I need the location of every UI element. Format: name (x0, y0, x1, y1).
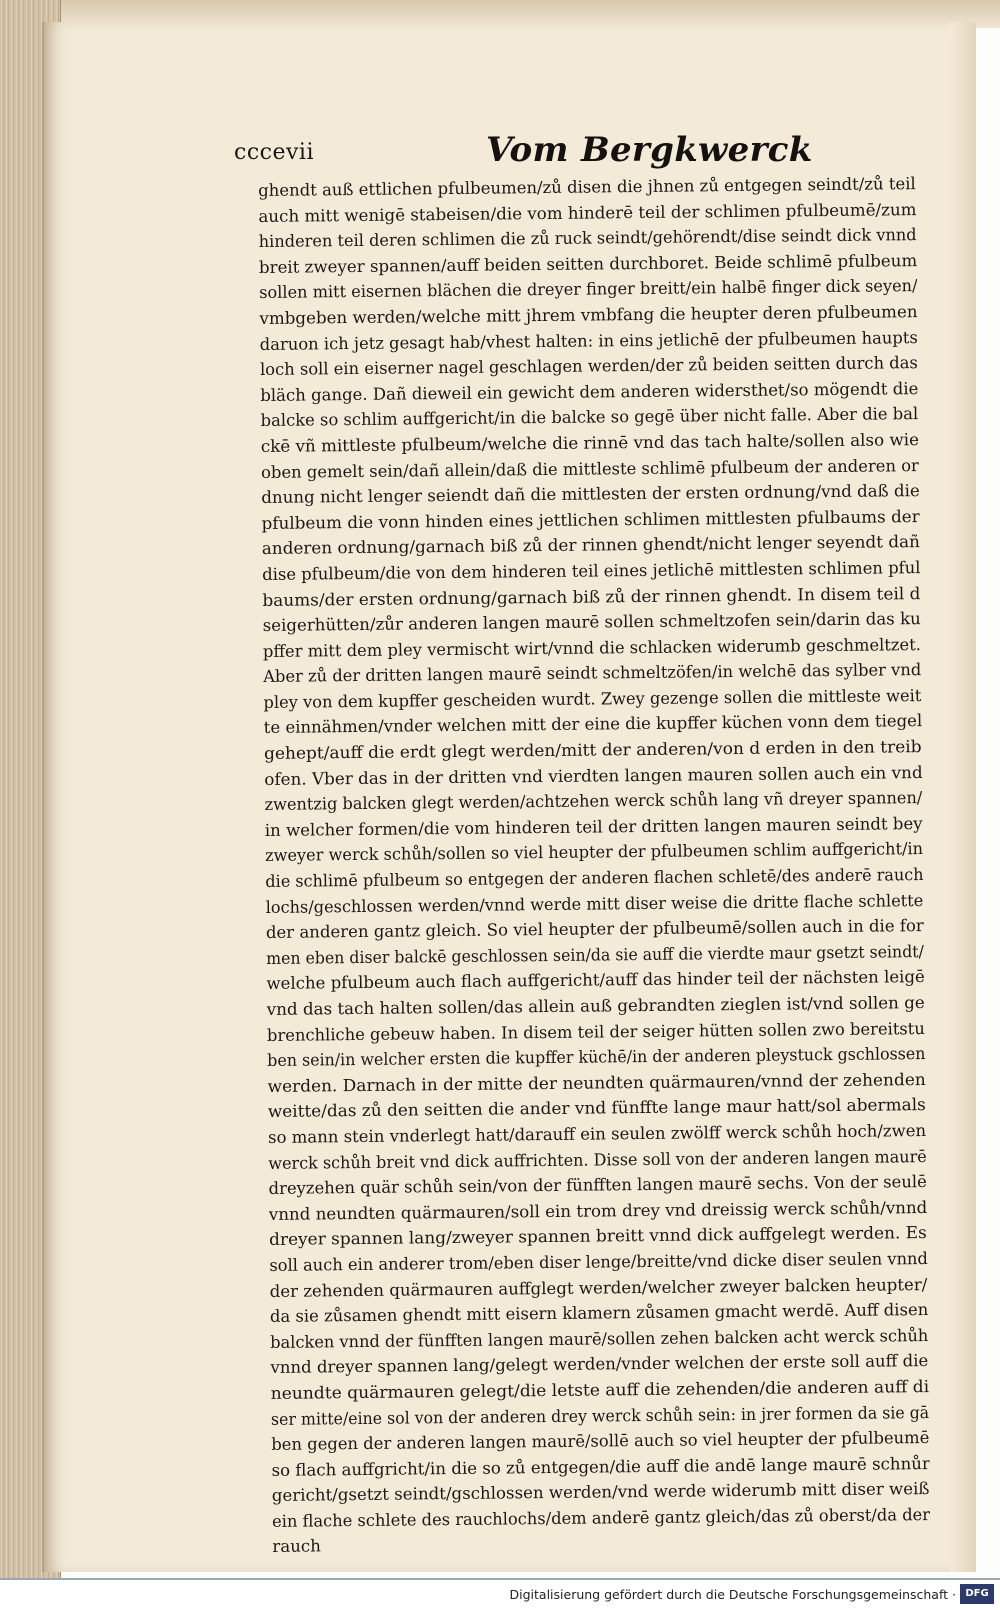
text-line: Aber zů der dritten langen maurē seindt schmeltzöfen/in welchē das sylber vnd (263, 660, 922, 687)
folio-number: cccevii (234, 140, 314, 165)
text-line: weitte/das zů den seitten die ander vnd fünffte lange maur hatt/sol abermals (267, 1095, 926, 1122)
text-line: pfulbeum die vonn hinden eines jettlichen schlimen mittlesten pfulbaums der (261, 506, 920, 533)
text-line: balcken vnnd der fünfften langen maurē/sollen zehen balcken acht werck schůh (270, 1325, 929, 1352)
text-line: rauch (272, 1536, 321, 1557)
text-line: ofen. Vber das in der dritten vnd vierdten langen mauren sollen auch ein vnd (264, 762, 923, 789)
text-line: gericht/gsetzt seindt/gschlossen werden/vnd werde widerumb mitt diser weiß (271, 1479, 930, 1506)
text-line: dreyzehen quär schůh sein/von der fünfften langen maurē sechs. Von der seulē (268, 1172, 927, 1199)
text-line: gehept/auff die erdt glegt werden/mitt der anderen/von d erden in den treib (263, 737, 922, 764)
text-line: dreyer spannen lang/zweyer spannen breitt vnnd dick auffgelegt werden. Es (269, 1223, 927, 1250)
text-line: da sie zůsamen ghendt mitt eisern klamern zůsamen gmacht werdē. Auff disen (269, 1300, 929, 1327)
dfg-logo: DFG (960, 1584, 994, 1604)
text-line: te einnähmen/vnder welchen mitt der eine die kupffer küchen vonn dem tiegel (263, 711, 922, 738)
text-line: der anderen gantz gleich. So viel heupter der pfulbeumē/sollen auch in die for (265, 916, 924, 943)
text-line: ben gegen der anderen langen maurē/sollē auch so viel heupter der pfulbeumē (271, 1428, 930, 1455)
text-line: seigerhütten/zůr anderen langen maurē sollen schmeltzofen sein/darin das ku (262, 609, 921, 636)
text-line: oben gemelt sein/dañ allein/daß die mittleste schlimē pfulbeum der anderen or (260, 455, 919, 482)
text-line: ghendt auß ettlichen pfulbeumen/zů disen die jhnen zů entgegen seindt/zů teil (258, 174, 916, 200)
text-line: pley von dem kupffer gescheiden wurdt. Zwey gezenge sollen die mittleste weit (263, 685, 922, 712)
text-line: brenchliche gebeuw haben. In disem teil der seiger hütten sollen zwo bereitstu (266, 1018, 925, 1045)
text-line: dise pfulbeum/die von dem hinderen teil eines jetlichē mittlesten schlimen pful (262, 557, 921, 584)
text-line: ckē vñ mittleste pfulbeum/welche die rinnē vnd das tach halte/sollen also wie (260, 430, 919, 456)
text-line: bläch gange. Dañ dieweil ein gewicht dem anderen widersthet/so mögendt die (260, 378, 919, 405)
text-line: zwentzig balcken glegt werden/achtzehen werck schůh lang vñ dreyer spannen/ (264, 788, 923, 815)
text-line: vnd das tach halten sollen/das allein auß gebrandten zieglen ist/vnd sollen ge (266, 993, 925, 1019)
text-line: werden. Darnach in der mitte der neundten quärmauren/vnnd der zehenden (267, 1069, 926, 1096)
footer-bar (0, 1580, 1000, 1610)
text-line: werck schůh breit vnd dick auffrichten. Disse soll von der anderen langen maurē (268, 1146, 927, 1173)
text-line: men eben diser balckē geschlossen sein/da sie auff die vierdte maur gsetzt seindt/ (266, 941, 924, 968)
text-line: pffer mitt dem pley vermischt wirt/vnnd die schlacken widerumb geschmeltzet. (262, 634, 921, 661)
text-line: daruon ich jetz gesagt hab/vhest halten: in eins jetlichē der pfulbeumen haupts (259, 327, 918, 354)
text-line: ben sein/in welcher ersten die kupffer küchē/in der anderen pleystuck gschlossen (267, 1044, 926, 1071)
text-line: zweyer werck schůh/sollen so viel heupter der pfulbeumen schlim auffgericht/in (264, 839, 924, 866)
text-line: breit zweyer spannen/auff beiden seitten durchboret. Beide schlimē pfulbeum (258, 250, 918, 277)
text-line: anderen ordnung/garnach biß zů der rinnen ghendt/nicht lenger seyendt dañ (261, 532, 920, 559)
text-line: baums/der ersten ordnung/garnach biß zů der rinnen ghendt. In disem teil d (262, 583, 921, 610)
text-line: soll auch ein anderer trom/eben diser lenge/breitte/vnd dicke diser seulen vnnd (269, 1248, 928, 1275)
text-line: vnnd neundten quärmauren/soll ein trom drey vnd dreissig werck schůh/vnnd (268, 1197, 927, 1224)
text-line: so mann stein vnderlegt hatt/darauff ein seulen zwölff werck schůh hoch/zwen (267, 1121, 927, 1147)
text-line: in welcher formen/die vom hinderen teil der dritten langen mauren seindt bey (264, 813, 923, 840)
footer-credit: Digitalisierung gefördert durch die Deutsche Forschungsgemeinschaft · (509, 1587, 956, 1602)
text-line: ein flache schlete des rauchlochs/dem anderē gantz gleich/das zů oberst/da der (271, 1504, 931, 1531)
text-line: vmbgeben werden/welche mitt jhrem vmbfang die heupter deren pfulbeumen (259, 302, 918, 328)
body-text (258, 171, 930, 1560)
text-line: lochs/geschlossen werden/vnnd werde mitt diser weise die dritte flache schlette (265, 890, 924, 917)
text-line: vnnd dreyer spannen lang/gelegt werden/vnder welchen der erste soll auff die (270, 1351, 929, 1378)
text-line: neundte quärmauren gelegt/die letste auff die zehenden/die anderen auff di (270, 1376, 929, 1403)
running-head (234, 128, 813, 174)
text-line: die schlimē pfulbeum so entgegen der anderen flachen schletē/des anderē rauch (265, 865, 924, 891)
text-line: loch soll ein eiserner nagel geschlagen werden/der zů beiden seitten durch das (259, 353, 918, 380)
text-line: hinderen teil deren schlimen die zů ruck seindt/gehörendt/dise seindt dick vnnd (258, 225, 917, 252)
text-line: welche pfulbeum auch flach auffgericht/auff das hinder teil der nächsten leigē (266, 967, 925, 994)
text-line: dnung nicht lenger seiendt dañ die mittlesten der ersten ordnung/vnd daß die (261, 481, 920, 508)
text-line: der zehenden quärmauren auffglegt werden/welcher zweyer balcken heupter/ (269, 1274, 928, 1301)
text-line: auch mitt wenigē stabeisen/die vom hinderē teil der schlimen pfulbeumē/zum (258, 199, 917, 226)
text-line: balcke so schlim auffgericht/in die balcke so gegē über nicht falle. Aber die bal (260, 404, 919, 431)
page-gutter (950, 22, 976, 1572)
text-line: ser mitte/eine sol von der anderen drey werck schůh sein: in jrer formen da sie gā (270, 1402, 930, 1429)
running-title: Vom Bergkwerck (486, 130, 813, 170)
text-line: sollen mitt eisernen blächen die dreyer finger breitt/ein halbē finger dick seyen/ (259, 276, 918, 303)
text-line: so flach auffgricht/in die so zů entgegen/die auff die andē lange maurē schnůr (271, 1453, 930, 1480)
